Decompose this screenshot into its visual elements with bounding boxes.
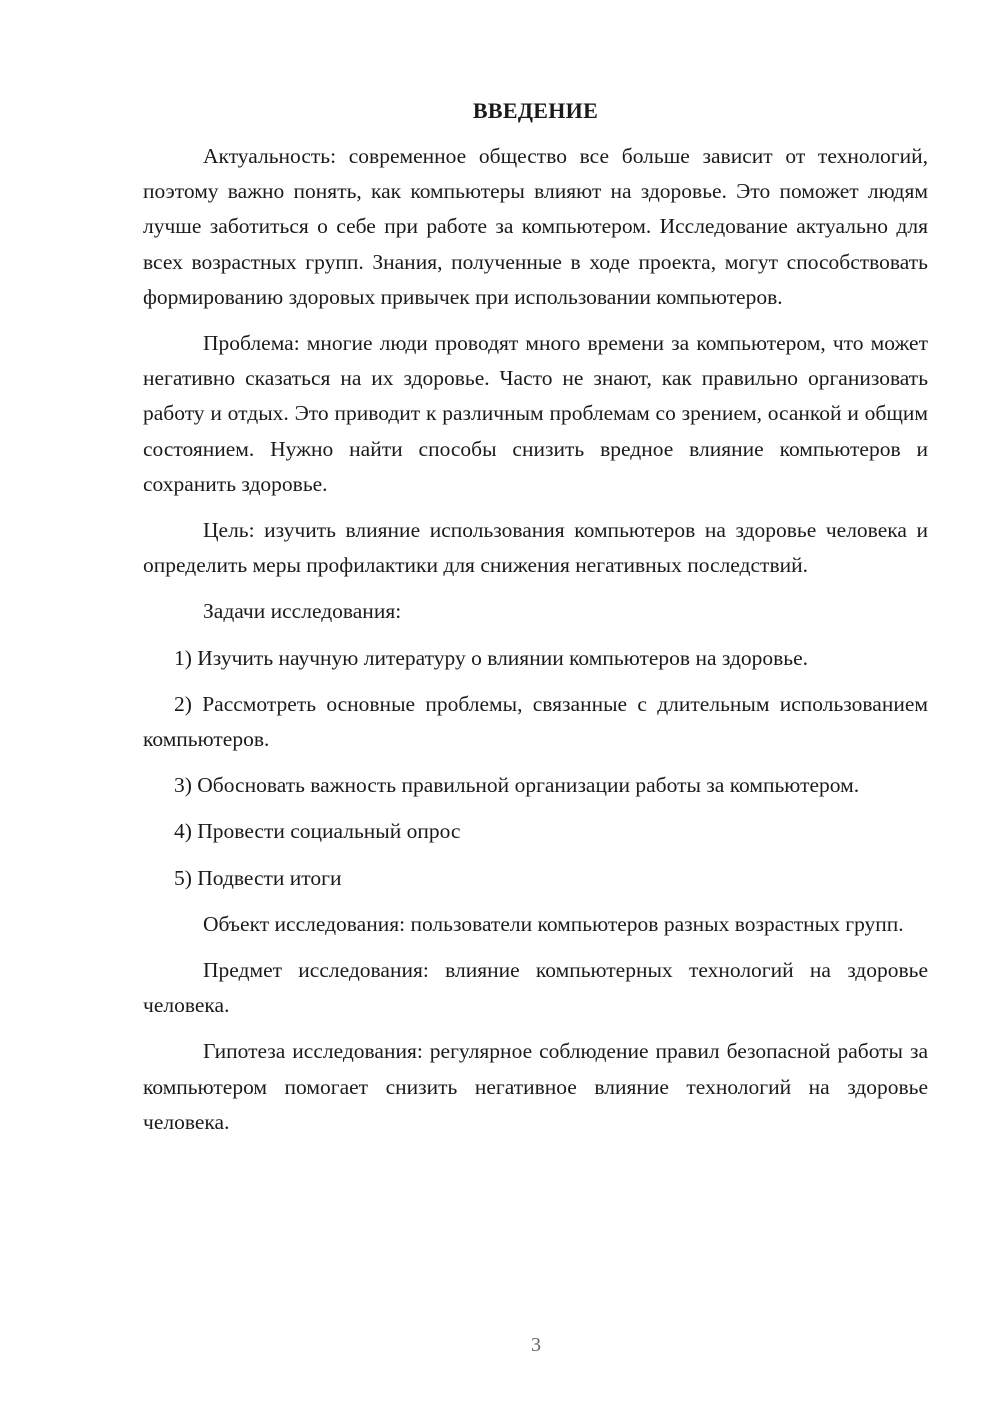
task-item-4: 4) Провести социальный опрос: [174, 819, 461, 844]
paragraph-goal: Цель: изучить влияние использования компьютеров на здоровье человека и определить меры профилактики для снижения негативных последствий.: [143, 518, 928, 578]
paragraph-object: Объект исследования: пользователи компьютеров разных возрастных групп.: [203, 911, 904, 936]
page-title: ВВЕДЕНИЕ: [472, 98, 599, 123]
paragraph-hypothesis: Гипотеза исследования: регулярное соблюдение правил безопасной работы за компьютером помогает снизить негативное влияние технологий на здоровье человека.: [143, 1039, 928, 1134]
task-item-5: 5) Подвести итоги: [174, 865, 342, 890]
task-item-3: 3) Обосновать важность правильной организации работы за компьютером.: [174, 773, 860, 798]
document-page: [143, 96, 928, 1151]
task-item-1: 1) Изучить научную литературу о влиянии компьютеров на здоровье.: [174, 645, 809, 670]
paragraph-subject: Предмет исследования: влияние компьютерных технологий на здоровье человека.: [143, 958, 928, 1018]
paragraph-problem: Проблема: многие люди проводят много времени за компьютером, что может негативно сказаться на их здоровье. Часто не знают, как правильно организовать работу и отдых. Это приводит к различным проблемам со зрением, осанкой и общим состоянием. Нужно найти способы снизить вредное влияние компьютеров и сохранить здоровье.: [143, 331, 928, 496]
task-item-2: 2) Рассмотреть основные проблемы, связанные с длительным использованием компьютеров.: [143, 691, 928, 752]
page-number: 3: [531, 1334, 541, 1356]
paragraph-tasks-heading: Задачи исследования:: [203, 599, 402, 624]
paragraph-relevance: Актуальность: современное общество все больше зависит от технологий, поэтому важно понять, как компьютеры влияют на здоровье. Это поможет людям лучше заботиться о себе при работе за компьютером. Исследование актуально для всех возрастных групп. Знания, полученные в ходе проекта, могут способствовать формированию здоровых привычек при использовании компьютеров.: [143, 144, 928, 309]
